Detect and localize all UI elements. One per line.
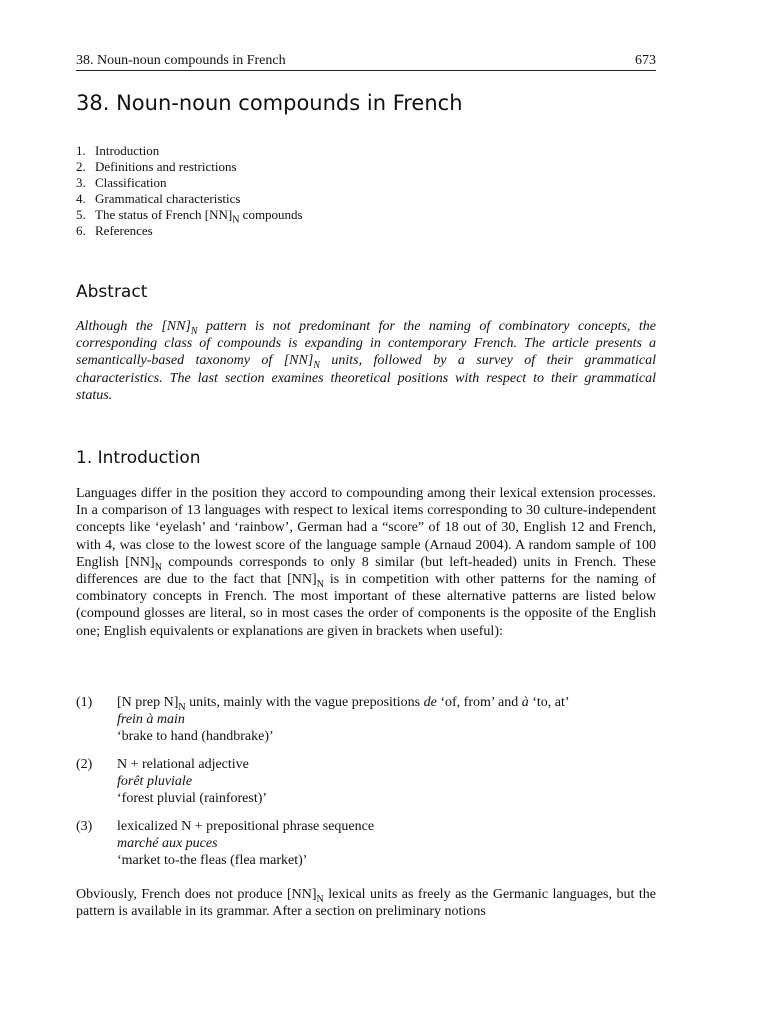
toc-item-label: Definitions and restrictions (95, 159, 237, 174)
toc-item-label: Introduction (95, 143, 160, 158)
example-number: (3) (76, 819, 93, 834)
example-description: [N prep $N]_N$ units, mainly with the vague prepositions de ‘of, from’ and à ‘to, at’ (117, 695, 570, 713)
toc-item (76, 143, 303, 159)
example-term: forêt pluviale (117, 774, 193, 790)
toc-item-number: 2. (76, 159, 86, 174)
abstract-text: Although the $[NN]_N$ pattern is not predominant for the naming of combinatory concepts, the corresponding class of compounds is expanding in contemporary French. The article presents a semantically-based taxonomy of $[NN]_N$ units, followed by a survey of their grammatical characteristics. The last section examines theoretical positions with respect to their grammatical status. (76, 319, 656, 403)
abstract-heading: Abstract (76, 282, 148, 302)
toc-item-label: The status of French $[NN]_N$ compounds (95, 207, 303, 226)
toc-item-label: References (95, 223, 153, 238)
example-description: lexicalized N + prepositional phrase sequence (117, 819, 375, 834)
toc-item-number: 6. (76, 223, 86, 238)
example-gloss: ‘forest pluvial (rainforest)’ (117, 791, 268, 807)
toc-item (76, 159, 303, 175)
toc-item-number: 1. (76, 143, 86, 158)
toc-item-number: 4. (76, 191, 86, 206)
toc-item-label: Grammatical characteristics (95, 191, 241, 206)
example-number: (1) (76, 695, 93, 710)
page-number: 673 (635, 53, 656, 68)
example-term: marché aux puces (117, 836, 218, 852)
toc-item (76, 175, 303, 191)
closing-paragraph: Obviously, French does not produce $[NN]_N$ lexical units as freely as the Germanic languages, but the pattern is available in its grammar. After a section on preliminary notions (76, 887, 656, 920)
example-gloss: ‘brake to hand (handbrake)’ (117, 729, 274, 745)
example-gloss: ‘market to-the fleas (flea market)’ (117, 853, 308, 869)
chapter-title: 38. Noun-noun compounds in French (76, 91, 463, 115)
example-number: (2) (76, 757, 93, 772)
example-description: N + relational adjective (117, 757, 249, 772)
running-head (76, 52, 656, 71)
example-term: frein à main (117, 712, 185, 728)
introduction-paragraph: Languages differ in the position they accord to compounding among their lexical extension processes. In a comparison of 13 languages with respect to lexical items corresponding to 30 culture-independent concepts like ‘eyelash’ and ‘rainbow’, German had a “score” of 18 out of 30, English 12 and French, with 4, was close to the lowest score of the language sample (Arnaud 2004). A random sample of 100 English $[NN]_N$ compounds corresponds to only 8 similar (but left-headed) units in French. These differences are due to the fact that $[NN]_N$ is in competition with other patterns for the naming of combinatory concepts in French. The most important of these alternative patterns are listed below (compound glosses are literal, so in most cases the order of components is the opposite of the English one; English equivalents or explanations are given in brackets when useful): (76, 486, 657, 639)
table-of-contents (76, 143, 303, 239)
toc-item-number: 3. (76, 175, 86, 190)
introduction-heading: 1. Introduction (76, 448, 201, 468)
toc-item (76, 207, 303, 226)
toc-item (76, 223, 303, 239)
toc-item-number: 5. (76, 207, 86, 222)
running-head-title: 38. Noun-noun compounds in French (76, 53, 286, 68)
toc-item (76, 191, 303, 207)
toc-item-label: Classification (95, 175, 167, 190)
